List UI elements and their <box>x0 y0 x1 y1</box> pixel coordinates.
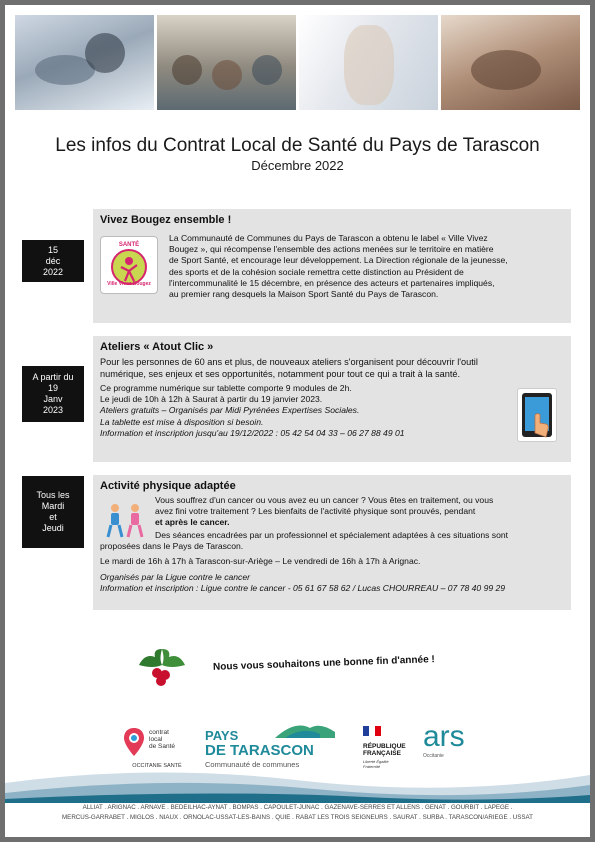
elderly-hands-photo <box>441 15 580 110</box>
logo-text: DE TARASCON <box>205 742 314 759</box>
towns-line: ALLIAT . ARIGNAC . ARNAVE . BEDEILHAC-AYNAT . BOMPAS . CAPOULET-JUNAC . GAZENAVE-SERRES ET ALLENS . GENAT . GOURBIT . LAPEGE . <box>82 804 513 811</box>
body-line: La tablette est mise à disposition si besoin. <box>100 416 264 427</box>
holly-icon <box>135 643 189 687</box>
flag-icon <box>363 726 381 736</box>
body-line: avez fini votre traitement ? Les bienfaits de l'activité physique sont prouvés, pendant <box>155 506 476 517</box>
section-body <box>100 530 566 594</box>
location-pin-icon <box>123 727 145 757</box>
svg-text:SANTÉ: SANTÉ <box>118 242 140 248</box>
logo-caption: Ville Vivez Bougez <box>107 281 151 287</box>
date-line: Jeudi <box>42 523 64 533</box>
logo-text: OCCITANIE SANTÉ <box>132 763 182 769</box>
body-line: La Communauté de Communes du Pays de Tarascon a obtenu le label « Ville Vivez <box>169 233 488 243</box>
window-stretch-photo <box>299 15 438 110</box>
section-body <box>100 356 560 439</box>
date-line: Mardi <box>41 501 65 511</box>
body-line: l'intercommunalité le 15 décembre, en présence des acteurs et partenaires impliqués, <box>169 277 495 288</box>
logo-text: Occitanie <box>423 753 444 759</box>
date-tag-1 <box>22 240 84 282</box>
date-line: Janv <box>43 394 63 404</box>
section-activite-physique <box>93 475 571 610</box>
group-session-photo <box>157 15 296 110</box>
section-heading: Activité physique adaptée <box>100 480 236 492</box>
header-photo-strip <box>15 15 580 110</box>
page-date: Décembre 2022 <box>251 158 344 173</box>
date-line: déc <box>45 255 61 266</box>
section-body-top <box>155 495 563 529</box>
logo-text: Liberté Égalité Fraternité <box>363 759 389 769</box>
body-line: Vous souffrez d'un cancer ou vous avez eu un cancer ? Vous êtes en traitement, ou vous <box>155 495 494 505</box>
section-atout-clic <box>93 336 571 462</box>
body-line: au premier rang desquels la Maison Sport Santé du Pays de Tarascon. <box>169 289 439 300</box>
date-tag-2 <box>22 366 84 422</box>
season-greeting: Nous vous souhaitons une bonne fin d'année ! <box>212 654 435 673</box>
logo-text: PAYS <box>205 728 239 743</box>
logo-text: local <box>149 736 163 743</box>
wave-band <box>5 763 590 803</box>
date-line: 2023 <box>42 405 64 415</box>
ville-vivez-bougez-logo <box>100 236 158 294</box>
mountain-icon <box>275 718 335 738</box>
date-line: Tous les <box>36 490 70 500</box>
body-line: proposées dans le Pays de Tarascon. <box>100 541 244 552</box>
body-line: numérique, ses enjeux et ses opportunités, notamment pour tout ce qui a trait à la santé. <box>100 369 461 379</box>
body-line: Information et inscription : Ligue contre le cancer - 05 61 67 58 62 / Lucas CHOURREAU – 07 78 40 99 29 <box>100 582 506 593</box>
body-line: Ateliers gratuits – Organisés par Midi Pyrénées Expertises Sociales. <box>100 405 360 416</box>
body-line: de Sport Santé, et encourage leur développement. La Direction régionale de la jeunesse, <box>169 255 508 266</box>
logo-text: Communauté de communes <box>205 760 300 769</box>
date-line: A partir du <box>32 372 74 382</box>
logo-text: de Santé <box>149 743 176 750</box>
body-line: Information et inscription jusqu'au 19/12/2022 : 05 42 54 04 33 – 06 27 88 49 01 <box>100 427 405 438</box>
towns-line: MERCUS-GARRABET . MIGLOS . NIAUX . ORNOLAC-USSAT-LES-BAINS . QUIE . RABAT LES TROIS SEIGNEURS . SAURAT . SURBA . TARASCON/ARIEGE . USSAT <box>62 814 533 821</box>
flyer-page <box>5 5 590 837</box>
body-line: Organisés par la Ligue contre le cancer <box>100 571 250 582</box>
body-line: Le mardi de 16h à 17h à Tarascon-sur-Ariège – Le vendredi de 16h à 17h à Arignac. <box>100 556 421 567</box>
section-body <box>169 233 565 300</box>
section-vivez-bougez <box>93 209 571 323</box>
body-line: Des séances encadrées par un professionnel et spécialement adaptées à ces situations sont <box>155 530 509 540</box>
logo-text: ars <box>423 720 465 753</box>
body-line: Pour les personnes de 60 ans et plus, de nouveaux ateliers s'organisent pour découvrir l'outil <box>100 357 478 367</box>
body-line: Ce programme numérique sur tablette comporte 9 modules de 2h. <box>100 383 352 393</box>
section-heading: Vivez Bougez ensemble ! <box>100 214 232 226</box>
logo-text: FRANÇAISE <box>363 750 401 757</box>
logo-text: RÉPUBLIQUE <box>363 743 406 750</box>
body-line: et après le cancer. <box>155 517 230 528</box>
date-line: 15 <box>47 244 58 255</box>
body-line: Le jeudi de 10h à 12h à Saurat à partir du 19 janvier 2023. <box>100 394 323 405</box>
body-line: Bougez », qui récompense l'ensemble des actions menées sur le territoire en matière <box>169 244 494 255</box>
page-title: Les infos du Contrat Local de Santé du Pays de Tarascon <box>55 135 540 156</box>
date-line: 2022 <box>42 266 64 277</box>
logo-text: contrat <box>149 729 169 736</box>
date-tag-3 <box>22 476 84 548</box>
date-line: 19 <box>47 383 58 393</box>
section-heading: Ateliers « Atout Clic » <box>100 341 214 353</box>
tablet-icon <box>517 388 557 442</box>
body-line: des sports et de la cohésion sociale remettra cette distinction au Président de <box>169 266 464 277</box>
stethoscope-photo <box>15 15 154 110</box>
date-line: et <box>49 512 57 522</box>
